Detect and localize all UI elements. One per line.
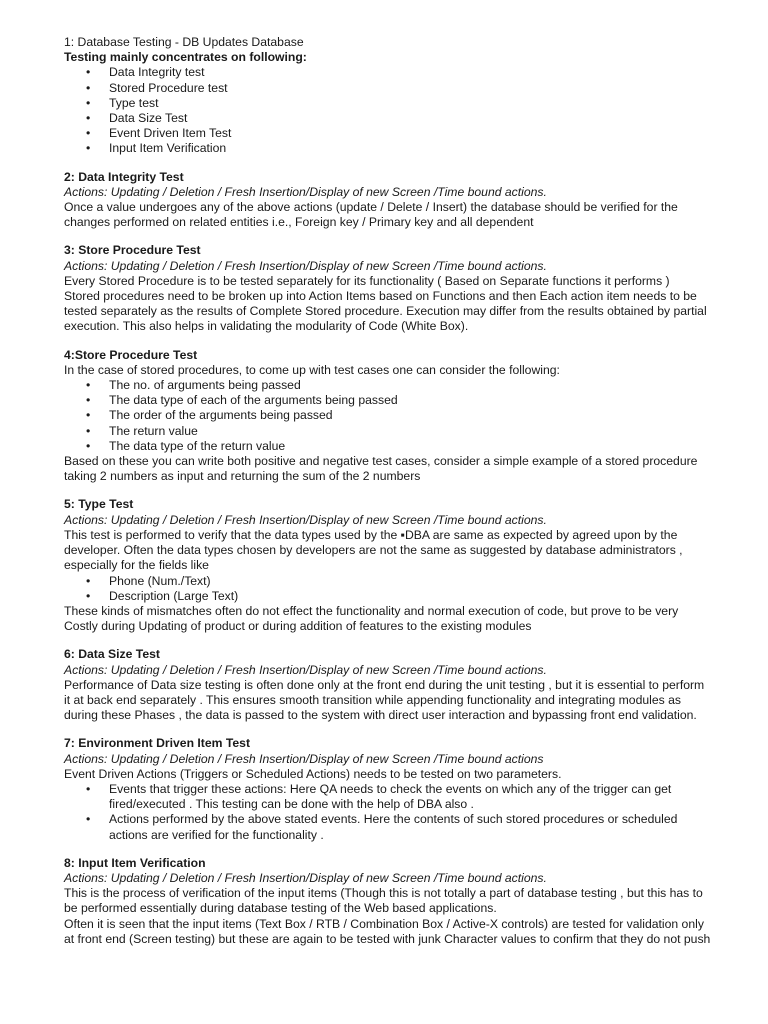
actions-line: Actions: Updating / Deletion / Fresh Insertion/Display of new Screen /Time bound actions. (64, 258, 547, 273)
body-line: Once a value undergoes any of the above actions (update / Delete / Insert) the database should be verified for the (64, 200, 678, 215)
list-item: • Stored Procedure test (64, 81, 744, 96)
list-item: • The order of the arguments being passed (64, 408, 744, 423)
list-item: • The return value (64, 424, 744, 439)
list-item: • Description (Large Text) (64, 589, 744, 604)
body-line: during these Phases , the data is passed to the system with direct user interaction and bypassing front end validation. (64, 708, 697, 723)
body-line: taking 2 numbers as input and returning the sum of the 2 numbers (64, 469, 421, 484)
list-item (64, 812, 744, 842)
actions-line: Actions: Updating / Deletion / Fresh Insertion/Display of new Screen /Time bound actions. (64, 512, 547, 527)
fields-list (64, 574, 744, 604)
list-item: • Input Item Verification (64, 141, 744, 156)
doc-title: 1: Database Testing - DB Updates Database (64, 35, 304, 49)
document-page (64, 35, 744, 947)
section-heading: 4:Store Procedure Test (64, 347, 198, 362)
body-line: Often it is seen that the input items (Text Box / RTB / Combination Box / Active-X controls) are tested for validation only (64, 916, 704, 931)
body-line: be performed essentially during database testing of the Web based applications. (64, 901, 497, 916)
list-item: • Type test (64, 96, 744, 111)
body-line: it at back end separately . This ensures smooth transition while appending functionality and integrating modules as (64, 692, 681, 707)
list-item: • The data type of the return value (64, 439, 744, 454)
test-list (64, 65, 744, 156)
section-8 (64, 856, 744, 947)
section-heading: 5: Type Test (64, 497, 134, 512)
actions-line: Actions: Updating / Deletion / Fresh Insertion/Display of new Screen /Time bound actions. (64, 662, 547, 677)
section-1 (64, 35, 744, 157)
section-2 (64, 170, 744, 231)
list-item: • Data Integrity test (64, 65, 744, 80)
actions-line: Actions: Updating / Deletion / Fresh Insertion/Display of new Screen /Time bound actions (64, 751, 544, 766)
list-item: • The data type of each of the arguments being passed (64, 393, 744, 408)
list-item: • Event Driven Item Test (64, 126, 744, 141)
section-heading: 8: Input Item Verification (64, 855, 206, 870)
body-line: Every Stored Procedure is to be tested separately for its functionality ( Based on Separate functions it performs ) (64, 273, 670, 288)
list-item-line: • Events that trigger these actions: Here QA needs to check the events on which any of the trigger can get (109, 781, 672, 796)
body-line: especially for the fields like (64, 558, 209, 573)
section-heading: 2: Data Integrity Test (64, 169, 184, 184)
section-heading: 3: Store Procedure Test (64, 243, 201, 258)
body-line: Stored procedures need to be broken up into Action Items based on Functions and then Each action item needs to be (64, 289, 697, 304)
list-item: • Data Size Test (64, 111, 744, 126)
list-item-line: fired/executed . This testing can be done with the help of DBA also . (109, 797, 474, 812)
list-item-line: actions are verified for the functionality . (109, 827, 324, 842)
list-item (64, 782, 744, 812)
section-heading: 7: Environment Driven Item Test (64, 736, 251, 751)
body-line: Performance of Data size testing is often done only at the front end during the unit testing , but it is essential to perform (64, 677, 705, 692)
actions-line: Actions: Updating / Deletion / Fresh Insertion/Display of new Screen /Time bound actions. (64, 184, 547, 199)
parameters-list (64, 782, 744, 843)
body-line: tested separately as the results of Complete Stored procedure. Execution may differ from the results obtained by partial (64, 304, 707, 319)
body-line: These kinds of mismatches often do not effect the functionality and normal execution of code, but prove to be very (64, 603, 679, 618)
actions-line: Actions: Updating / Deletion / Fresh Insertion/Display of new Screen /Time bound actions. (64, 870, 547, 885)
body-line: Costly during Updating of product or during addition of features to the existing modules (64, 619, 532, 634)
section-7 (64, 736, 744, 842)
list-item: • Phone (Num./Text) (64, 574, 744, 589)
body-line: developer. Often the data types chosen by developers are not the same as suggested by database administrators , (64, 543, 683, 558)
body-line: This is the process of verification of the input items (Though this is not totally a part of database testing , but this has to (64, 886, 703, 901)
list-item-line: • Actions performed by the above stated events. Here the contents of such stored procedures or scheduled (109, 812, 678, 827)
body-line: Based on these you can write both positive and negative test cases, consider a simple example of a stored procedure (64, 454, 698, 469)
list-item: • The no. of arguments being passed (64, 378, 744, 393)
body-line: changes performed on related entities i.e., Foreign key / Primary key and all dependent (64, 215, 534, 230)
body-line: This test is performed to verify that the data types used by the ▪DBA are same as expected by agreed upon by the (64, 527, 678, 542)
body-line: execution. This also helps in validating the modularity of Code (White Box). (64, 319, 469, 334)
section-subtitle: Testing mainly concentrates on following: (64, 50, 307, 65)
body-line: In the case of stored procedures, to come up with test cases one can consider the following: (64, 362, 560, 377)
criteria-list (64, 378, 744, 454)
section-6 (64, 647, 744, 723)
body-line: at front end (Screen testing) but these are again to be tested with junk Character values to confirm that they do not push (64, 931, 711, 946)
section-heading: 6: Data Size Test (64, 647, 160, 662)
section-3 (64, 243, 744, 334)
section-5 (64, 497, 744, 634)
body-line: Event Driven Actions (Triggers or Scheduled Actions) needs to be tested on two parameters. (64, 766, 562, 781)
section-4 (64, 348, 744, 485)
